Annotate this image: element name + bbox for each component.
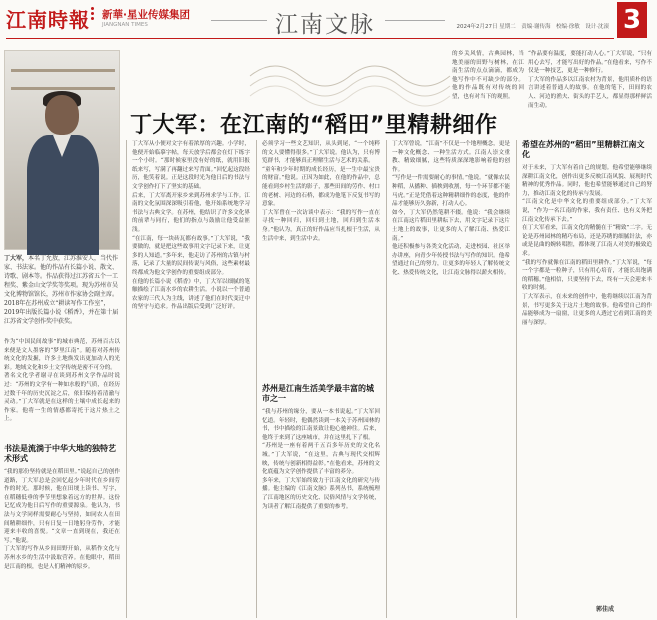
- paragraph: 对于未来，丁大军有着自己的规划。他希望能够继续深耕江南文化，创作出更多反映江南风貌、展现时代精神的优秀作品。同时，他也希望能够通过自己的努力，推动江南文化的传承与发展。: [522, 165, 652, 197]
- paragraph: 他还积极参与各类文化活动，走进校园、社区举办讲座，向青少年传授书法与写作的知识。他希望通过自己的努力，让更多的年轻人了解传统文化、热爱传统文化，让江南文脉得以薪火相传。: [392, 244, 510, 276]
- paragraph: “江南文化是中华文化的重要组成部分。”丁大军说，“作为一名江南的作家，我有责任、也有义务把江南文化传承下去。”: [522, 199, 652, 223]
- paragraph: “我的写作就像在江南的稻田里耕作。”丁大军说，“每一个字都是一粒种子，只有用心培育，才能长出饱满的稻穗。”他相信，只要坚持下去，终有一天会迎来丰收的时刻。: [522, 259, 652, 292]
- paragraph: 丁大军表示，在未来的创作中，他将继续以江南为背景，书写更多关于这片土地的故事。他希望自己的作品能够成为一扇窗，让更多的人透过它看到江南的美丽与深厚。: [522, 293, 652, 326]
- paragraph: 后来，丁大军离开家乡来到苏州求学与工作。江南的文化氛围深深吸引着他，他开始系统地学习书法与古典文学。在苏州，他结识了许多文化界的前辈与同行，他们的指点与鼓励让他受益匪浅。: [132, 192, 250, 233]
- paragraph: “作品要有温度，要能打动人心。”丁大军说，“只有用心去写，才能写出好的作品。”在他看来，写作不仅是一种技艺，更是一种修行。: [528, 51, 652, 75]
- paragraph: “在江南，每一块砖瓦都有故事。”丁大军说，“我要做的，就是把这些故事用文字记录下来，让更多的人知道。”多年来，他走访了苏州的古镇与村落，记录了大量的民间传说与风俗，这些素材最终都成为他文学创作的重要组成部分。: [132, 235, 250, 276]
- article-headline: 丁大军：在江南的“稻田”里精耕细作: [130, 113, 498, 138]
- paragraph: 必须学习一些文艺知识，从头到尾，“一个纯粹的文人要懂得很多。”丁大军说。他认为，只有博览群书，才能够真正理解生活与艺术的关系。: [262, 141, 380, 165]
- subhead-ricefield: 希望在苏州的“稻田”里精耕江南文化: [522, 140, 645, 159]
- photo-caption: [4, 254, 120, 326]
- author-byline: 郭佳成: [596, 606, 615, 613]
- caption-text: 本名丁允敖，江苏淮安人，当代作家、书法家。他的作品有长篇小说、散文、诗歌、剧本等。作品获得过江苏省五个一工程奖、紫金山文学奖等奖项。现为苏州市吴文化博物馆馆长，苏州市作家协会副主席。2018年在苏州成立“耕读写作工作室”，2019年出版长篇小说《稻香》，并在第十届江苏省文学创作奖中获奖。: [4, 255, 119, 325]
- column-divider: [256, 140, 257, 618]
- subhead-suzhou: 苏州是江南生活美学最丰富的城市之一: [262, 384, 374, 403]
- paragraph: 丁大军曾说，“江南”不仅是一个地理概念，更是一种文化概念、一种生活方式。江南人崇文重教、精致细腻，这些特质深深地影响着他的创作。: [392, 141, 510, 173]
- paragraph: 丁大军从小便对文字有着浓厚的兴趣。小学时，他便开始临摹字帖，每天放学后都会在灯下练字一个小时。“那时候家里没有好的纸，就用旧报纸来写，写满了再翻过来写背面。”回忆起这段经历，他笑着说。正是这段时光为他日后的书法与文学创作打下了坚实的基础。: [132, 141, 250, 190]
- article-column-5b: [528, 50, 652, 109]
- article-column-1b: [4, 468, 120, 618]
- article-column-1a: [4, 338, 120, 438]
- paragraph: 在丁大军看来，江南文化的精髓在于“精致”二字。无论是苏州园林的精巧布局，还是苏绣的细腻针法，亦或是昆曲的婉转唱腔，都体现了江南人对美的极致追求。: [522, 225, 652, 257]
- article-column-2: [132, 140, 250, 616]
- paragraph: “苏州是一座有着两千五百多年历史的文化名城。”丁大军说，“在这里，古典与现代交相辉映，传统与创新相得益彰。”在他看来，苏州的文化底蕴为文学创作提供了丰富的养分。: [262, 443, 380, 476]
- column-divider: [386, 140, 387, 618]
- column-divider: [126, 140, 127, 618]
- article-column-5a: [452, 50, 524, 104]
- paragraph: 著名文化学者谢寻在谈到苏州文学作品时说过：“苏州的文学有一种如水般的气质，在经历过数千年的历史沉淀之后，依旧保持着清澈与灵动。”丁大军就是在这样的土壤中成长起来的作家。他将一生的情感都寄托于这片热土之上。: [4, 373, 120, 423]
- paragraph: “我与苏州的缘分，要从一本书说起。”丁大军回忆道。年轻时，他偶然读到一本关于苏州园林的书，书中描绘的江南景致让他心驰神往。后来，他终于来到了这座城市，并在这里扎下了根。: [262, 409, 380, 441]
- paragraph: 丁大军曾在一次访谈中表示：“我的写作一直在寻找一种回归，回归到土地，回归到生活本身。”他认为，真正的好作品应当扎根于生活，从生活中来，到生活中去。: [262, 209, 380, 242]
- article-column-3a: [262, 140, 380, 380]
- newspaper-logo: 江南時報: [6, 8, 90, 32]
- paragraph: 多年来，丁大军始终致力于江南文化的研究与传播。他主编的《江南文脉》系列丛书，系统梳理了江南地区的历史文化、民俗风情与文学传统，为读者了解江南提供了重要的参考。: [262, 477, 380, 510]
- issue-info: 2024年2月27日 星期二 责编·谢传海 校编·徐敏 设计·沈滚: [456, 24, 609, 30]
- article-column-4: [392, 140, 510, 616]
- paragraph: 作为“中国民间故事”的城市典范，苏州百古以来便是文人墨客的“梦里江南”。随着对苏州传统文化的发掘，许多土地焕发出更加动人的光彩。地域文化和乡土文学传统是密不可分的。: [4, 339, 120, 371]
- section-title: 江南文脉: [275, 6, 375, 39]
- paragraph: 如今，丁大军仍然笔耕不辍。他说：“我会继续在江南这片稻田里耕耘下去，用文字记录下这片土地上的故事，让更多的人了解江南、热爱江南。”: [392, 209, 510, 242]
- paragraph: 丁大军的作品多以江南农村为背景，他用质朴的语言讲述着普通人的故事。在他的笔下，田间的农人、河边的渔夫、街头的手艺人，都显得那样鲜活而生动。: [528, 76, 652, 109]
- paragraph: “我的那份坚持就是在稻田里。”说起自己的创作道路，丁大军总是会回忆起少年时代在乡间劳作的时光。那时候，他在田埂上读书、写字，在稻穗低垂的季节里想象着远方的世界。这份记忆成为他日后写作的重要源泉。他认为，书法与文学同样需要耐心与坚持，如同农人在田间精耕细作，只有日复一日地躬身劳作，才能迎来丰收的喜悦。“文章一直到现在，我还在写。”他说。: [4, 469, 120, 544]
- paragraph: 的乡关风情，古典园林，当地美丽的田野与树林，在江南生活的点点滴滴，都成为他写作中不可缺少的部分。他的作品既有对传统的回望，也有对当下的观照。: [452, 51, 524, 100]
- paragraph: 丁大军的写作从乡间田野开始，从稻作文化与苏州水乡的生活中汲取营养。在他眼中，稻田是江南的根，也是人们精神的原乡。: [4, 546, 120, 570]
- column-divider: [516, 140, 517, 618]
- article-column-6: [522, 164, 652, 600]
- paragraph: 在他的长篇小说《稻香》中，丁大军以细腻的笔触描绘了江南水乡的农耕生活。小说以一个普通农家的三代人为主线，讲述了他们在时代变迁中的坚守与追求。作品出版后受到广泛好评。: [132, 278, 250, 311]
- publisher-subtitle: JIANGNAN TIMES: [102, 22, 148, 28]
- article-column-3b: [262, 408, 380, 616]
- publisher-name: 新華·星业传媒集团: [102, 9, 190, 21]
- author-photo: [4, 50, 120, 250]
- paragraph: “写作是一件需要耐心的事情。”他说。“就像农民种稻，从播种、插秧到收割，每一个环节都不能马虎。”正是凭借着这种精耕细作的态度，他的作品才能够历久弥新，打动人心。: [392, 175, 510, 208]
- caption-name: 丁大军，: [4, 255, 29, 262]
- logo-dots-icon: [88, 6, 98, 20]
- wave-decoration-icon: [250, 46, 450, 106]
- page-number-badge: 3: [617, 2, 647, 38]
- paragraph: “童年和少年时期的成长经历，是一生中最宝贵的财富。”他说。正因为如此，在他的作品中，总能看到乡村生活的影子，那些田间的劳作、村口的老树、河边的石桥，都成为他笔下反复书写的意象。: [262, 166, 380, 208]
- subhead-calligraphy: 书法是流淌于中华大地的独特艺术形式: [4, 444, 116, 463]
- header-divider: [6, 38, 614, 39]
